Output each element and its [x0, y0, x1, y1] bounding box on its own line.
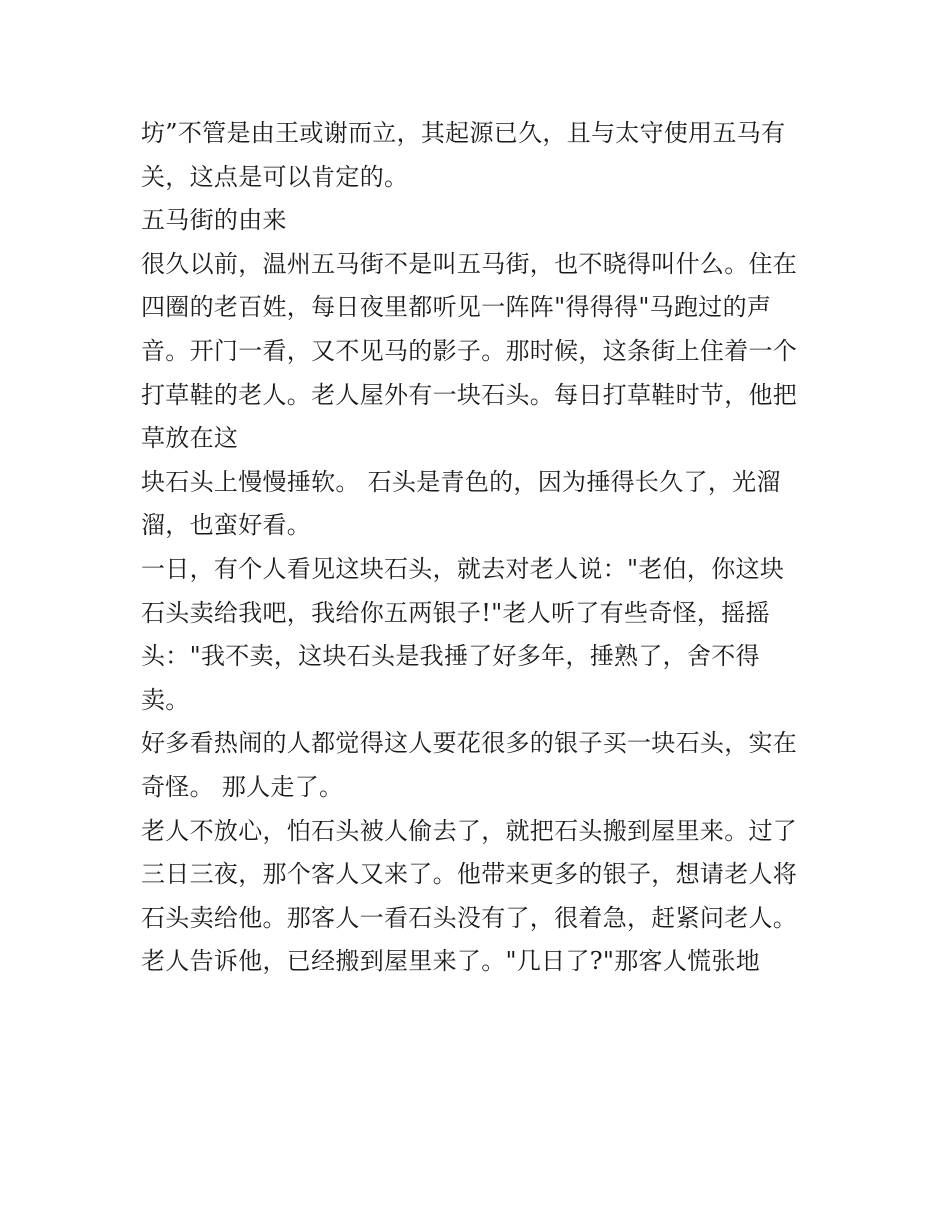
- text-line: 音。开门一看，又不见马的影子。那时候，这条街上住着一个: [141, 336, 798, 365]
- text-line: 三日三夜，那个客人又来了。他带来更多的银子，想请老人将: [141, 860, 798, 889]
- text-line: 头："我不卖，这块石头是我捶了好多年，捶熟了，舍不得: [141, 642, 760, 671]
- text-line: 好多看热闹的人都觉得这人要花很多的银子买一块石头，实在: [141, 729, 798, 758]
- text-line: 一日，有个人看见这块石头，就去对老人说："老伯，你这块: [141, 554, 785, 583]
- text-line: 坊”不管是由王或谢而立，其起源已久，且与太守使用五马有: [141, 119, 786, 147]
- text-line: 老人告诉他，已经搬到屋里来了。"几日了?"那客人慌张地: [141, 947, 761, 976]
- text-line: 草放在这: [141, 424, 239, 453]
- text-line: 打草鞋的老人。老人屋外有一块石头。每日打草鞋时节，他把: [141, 380, 798, 409]
- text-line: 石头卖给他。那客人一看石头没有了，很着急，赶紧问老人。: [141, 903, 798, 932]
- text-line: 溜，也蛮好看。: [141, 511, 312, 540]
- text-line: 老人不放心，怕石头被人偷去了，就把石头搬到屋里来。过了: [141, 816, 798, 845]
- text-line: 很久以前，温州五马街不是叫五马街，也不晓得叫什么。住在: [141, 249, 798, 278]
- text-line: 石头卖给我吧，我给你五两银子!"老人听了有些奇怪，摇摇: [141, 598, 770, 627]
- document-body: [141, 112, 821, 984]
- text-line: 奇怪。 那人走了。: [141, 772, 344, 801]
- text-line: 块石头上慢慢捶软。 石头是青色的，因为捶得长久了，光溜: [141, 467, 781, 496]
- section-heading: 五马街的由来: [141, 206, 287, 235]
- text-line: 卖。: [141, 685, 190, 714]
- text-line: 关，这点是可以肯定的。: [141, 162, 409, 191]
- text-line: 四圈的老百姓，每日夜里都听见一阵阵"得得得"马跑过的声: [141, 293, 772, 322]
